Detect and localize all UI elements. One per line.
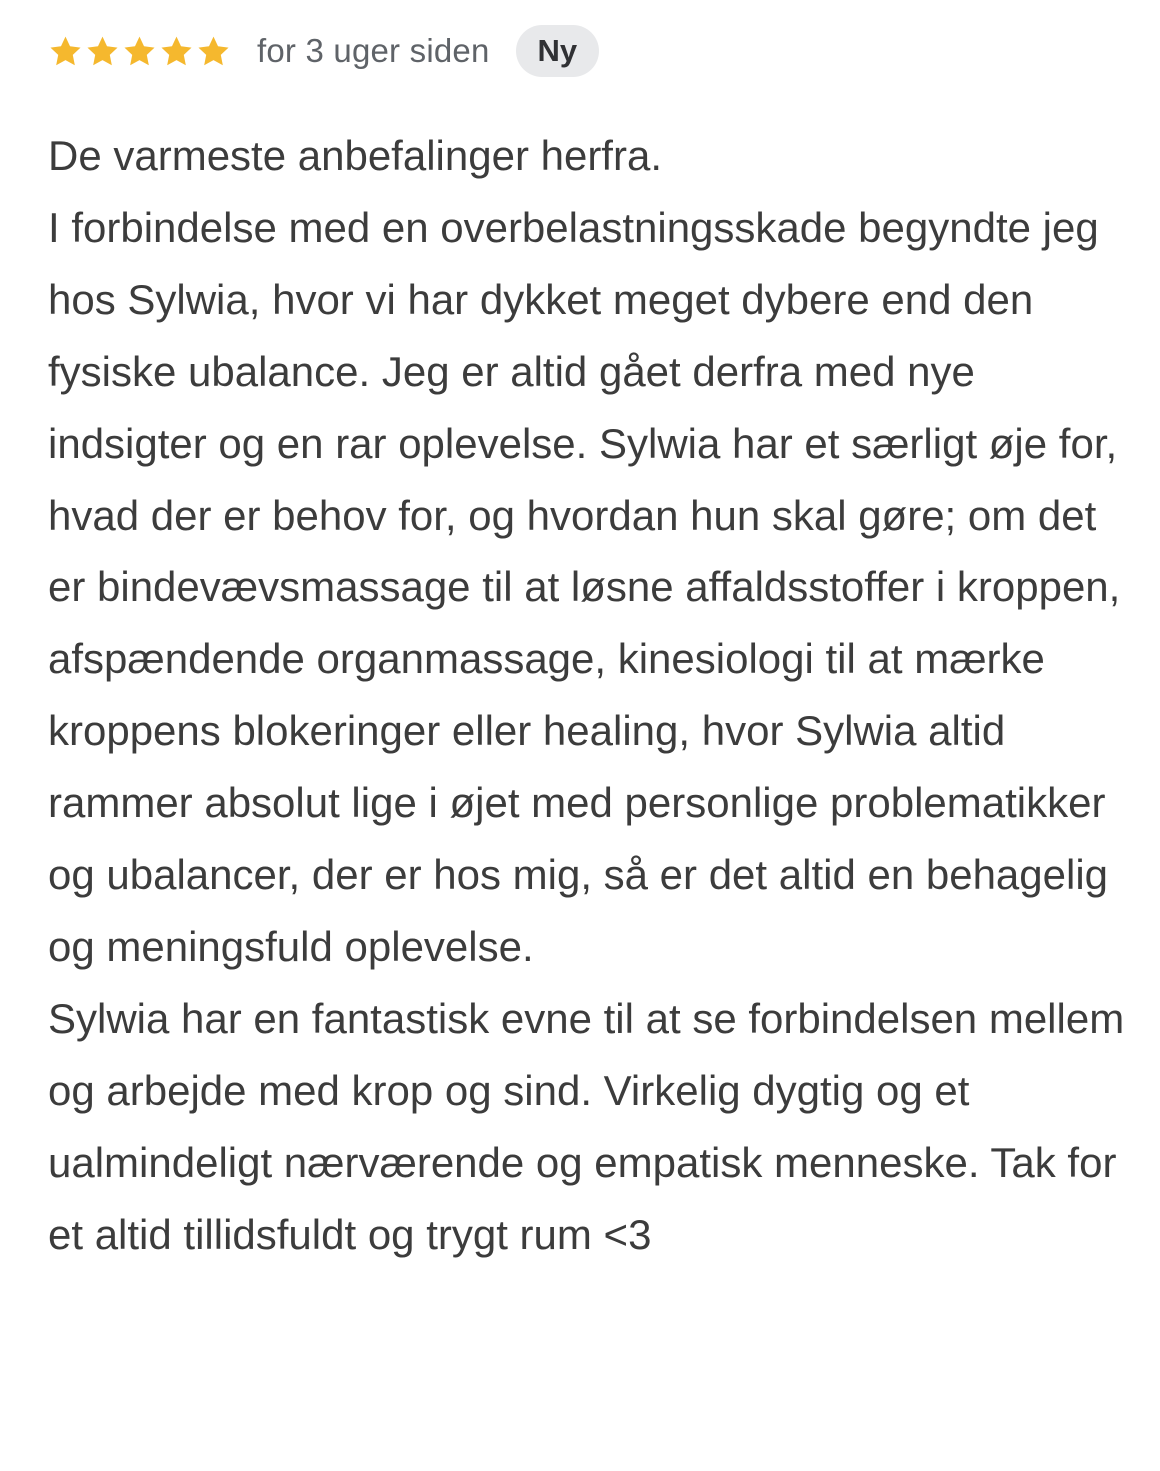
review-meta-row xyxy=(48,26,1128,76)
star-icon xyxy=(48,34,83,69)
star-rating xyxy=(48,34,231,69)
star-icon xyxy=(196,34,231,69)
new-badge: Ny xyxy=(516,25,600,77)
star-icon xyxy=(85,34,120,69)
star-icon xyxy=(159,34,194,69)
review-card xyxy=(48,26,1128,1271)
review-paragraph: Sylwia har en fantastisk evne til at se forbindelsen mellem og arbejde med krop og sind. Virkelig dygtig og et ualmindeligt nærværende og empatisk menneske. Tak for et altid tillidsfuldt og trygt rum <3 xyxy=(48,994,1125,1258)
star-icon xyxy=(122,34,157,69)
review-text xyxy=(48,120,1128,1271)
review-paragraph: De varmeste anbefalinger herfra. xyxy=(48,132,662,179)
review-paragraph: I forbindelse med en overbelastningsskade begyndte jeg hos Sylwia, hvor vi har dykket meget dybere end den fysiske ubalance. Jeg er altid gået derfra med nye indsigter og en rar oplevelse. Sylwia har et særligt øje for, hvad der er behov for, og hvordan hun skal gøre; om det er bindevævsmassage til at løsne affaldsstoffer i kroppen, afspændende organmassage, kinesiologi til at mærke kroppens blokeringer eller healing, hvor Sylwia altid rammer absolut lige i øjet med personlige problematikker og ubalancer, der er hos mig, så er det altid en behagelig og meningsfuld oplevelse. xyxy=(48,203,1121,970)
review-date: for 3 uger siden xyxy=(257,32,490,69)
